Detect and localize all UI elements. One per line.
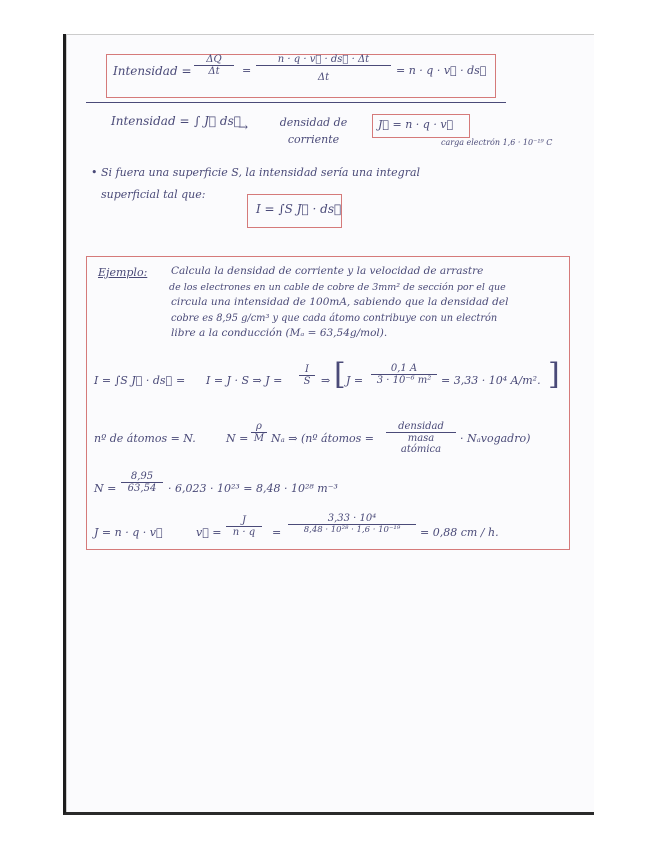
eq1-equals: =	[242, 64, 252, 77]
calc1-c-den: S	[303, 376, 311, 387]
calc1-e: J =	[346, 374, 364, 387]
calc4-a: J = n · q · v⃗	[94, 526, 163, 539]
calc1-e-den: 3 · 10⁻⁶ m²	[376, 375, 432, 386]
calc4-c: =	[272, 526, 282, 539]
eq1-frac1-num: ΔQ	[194, 54, 234, 66]
calc3-b: · 6,023 · 10²³ = 8,48 · 10²⁸ m⁻³	[168, 482, 338, 495]
calc2-b-frac	[251, 421, 267, 444]
calc1-a: I = ∫S J⃗ · ds⃗	[94, 374, 173, 387]
calc1-c-num: I	[299, 364, 315, 376]
calc3-a-num: 8,95	[121, 471, 163, 483]
calc4-c-frac	[288, 513, 416, 535]
calc3-a-den: 63,54	[127, 483, 157, 494]
example-title: Ejemplo:	[98, 266, 148, 279]
eq2-integrand: ∫ J⃗ ds⃗	[194, 114, 241, 128]
calc1-d: ⇒	[321, 374, 331, 387]
eq1-frac2-num: n · q · v⃗ · ds⃗ · Δt	[256, 54, 391, 66]
calc2-c: Nₐ ⇒ (nº átomos =	[271, 432, 375, 445]
example-line-5: libre a la conducción (Mₐ = 63,54g/mol).	[171, 327, 388, 339]
arrow-icon: →	[238, 120, 249, 134]
example-line-1: Calcula la densidad de corriente y la velocidad de arrastre	[171, 265, 484, 277]
example-line-2: de los electrones en un cable de cobre de 3mm² de sección por el que	[169, 281, 506, 293]
calc2-c-frac	[386, 421, 456, 455]
calc4-b-den: n · q	[232, 527, 256, 538]
calc2-c-den: masa atómica	[400, 433, 442, 455]
calc4-c-num: 3,33 · 10⁴	[288, 513, 416, 525]
calc2-d: · Nₐvogadro)	[460, 432, 531, 445]
eq1-frac1-den: Δt	[208, 66, 220, 77]
calc2-a: nº de átomos = N.	[94, 432, 196, 445]
calc1-e-frac	[371, 363, 437, 386]
eq1-fraction-2	[256, 54, 391, 83]
calc4-c-den: 8,48 · 10²⁸ · 1,6 · 10⁻¹⁹	[303, 525, 401, 535]
calc1-c-frac	[299, 364, 315, 387]
calc2-b: N =	[226, 432, 249, 445]
note1-boxed: I = ∫S J⃗ · ds⃗	[256, 202, 342, 216]
note1-line2: superficial tal que:	[101, 188, 206, 201]
example-statement	[171, 264, 508, 342]
calc1-c: I = J · S ⇒ J =	[206, 374, 283, 387]
calc1-e-num: 0,1 A	[371, 363, 437, 375]
eq1-frac2-den: Δt	[317, 72, 330, 83]
bracket-right: ]	[548, 357, 560, 392]
calc2-b-num: ρ	[251, 421, 267, 433]
calc1-f: = 3,33 · 10⁴ A/m².	[441, 374, 541, 387]
eq1-rhs: = n · q · v⃗ · ds⃗	[396, 64, 487, 77]
eq2-lhs: Intensidad =	[111, 114, 190, 128]
calc4-b: v⃗ =	[196, 526, 222, 539]
eq1-lhs: Intensidad =	[113, 64, 192, 78]
note1-line1: • Si fuera una superficie S, la intensidad sería una integral	[91, 166, 421, 179]
example-line-3: circula una intensidad de 100mA, sabiendo que la densidad del	[171, 296, 509, 308]
calc4-b-num: J	[226, 515, 262, 527]
calc1-b: =	[176, 374, 186, 387]
eq1-fraction-1	[194, 54, 234, 77]
calc3-a-frac	[121, 471, 163, 494]
calc2-c-num: densidad	[386, 421, 456, 433]
eq2-label: densidad de corriente	[279, 116, 348, 146]
notebook-page	[63, 34, 594, 815]
eq2-note: carga electrón 1,6 · 10⁻¹⁹ C	[441, 138, 553, 147]
separator-line	[86, 102, 506, 103]
calc4-b-frac	[226, 515, 262, 538]
eq2-boxed: J⃗ = n · q · v⃗	[378, 118, 454, 131]
calc2-b-den: M	[253, 433, 265, 444]
example-line-4: cobre es 8,95 g/cm³ y que cada átomo contribuye con un electrón	[171, 312, 498, 324]
calc3-a: N =	[94, 482, 117, 495]
calc4-d: = 0,88 cm / h.	[420, 526, 499, 539]
bracket-left: [	[334, 357, 346, 392]
